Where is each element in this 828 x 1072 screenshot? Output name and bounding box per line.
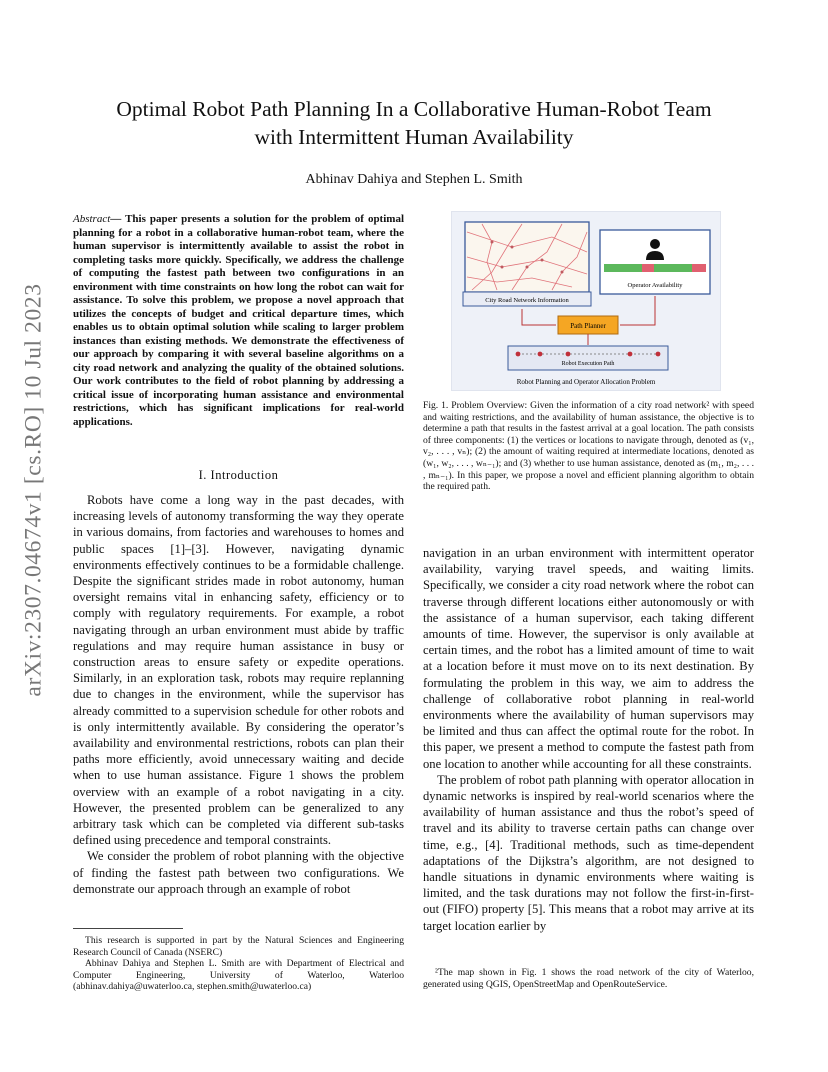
footnote: Abhinav Dahiya and Stephen L. Smith are with Department of Electrical and Computer Engineering, University of Waterloo, Waterloo (abhinav.dahiya@uwaterloo.ca, stephen.smith@uwaterloo.ca) bbox=[73, 958, 404, 993]
map-label: City Road Network Information bbox=[485, 297, 569, 304]
availability-bar bbox=[604, 264, 706, 272]
left-footnotes bbox=[73, 935, 404, 993]
person-icon bbox=[650, 239, 660, 249]
title-line-2: with Intermittent Human Availability bbox=[254, 125, 574, 149]
city-map bbox=[465, 222, 589, 292]
footnote: ²The map shown in Fig. 1 shows the road network of the city of Waterloo, generated using QGIS, OpenStreetMap and OpenRouteService. bbox=[423, 967, 754, 990]
arxiv-stamp bbox=[10, 283, 58, 697]
operator-label: Operator Availability bbox=[627, 282, 683, 289]
title-line-1: Optimal Robot Path Planning In a Collaborative Human-Robot Team bbox=[116, 97, 712, 121]
abstract bbox=[73, 213, 404, 429]
intro-left bbox=[73, 492, 404, 897]
abstract-text: — This paper presents a solution for the problem of optimal planning for a robot in a collaborative human-robot team, where the human supervisor is intermittently available to assist the robot in completing tasks more quickly. Specifically, we address the challenge of computing the fastest path between two configurations in an environment with time constraints on how long the robot can wait for assistance. To solve this problem, we propose a novel approach that utilizes the concepts of budget and critical departure times, which enables us to obtain optimal solution while scaling to larger problem instances than existing methods. We demonstrate the effectiveness of our approach by comparing it with several baseline algorithms on a city road network and analyzing the quality of the obtained solutions. Our work contributes to the field of robot planning by addressing a critical issue of incorporating human assistance and environmental restrictions, which has significant implications for real-world applications. bbox=[73, 213, 404, 428]
right-footnote bbox=[423, 967, 754, 990]
planner-label: Path Planner bbox=[570, 322, 606, 330]
footnote: This research is supported in part by the Natural Sciences and Engineering Research Council of Canada (NSERC) bbox=[73, 935, 404, 958]
paragraph: The problem of robot path planning with operator allocation in dynamic networks is inspired by real-world scenarios where the availability of human assistance and thus the robot’s speed of travel and its ability to traverse certain paths can change over time, e.g., [4]. Traditional methods, such as time-dependent adaptations of the Dijkstra’s algorithm, are not designed to handle situations in dynamic environments where waiting is limited, and the task durations may not follow the first-in-first-out (FIFO) property [5]. This means that a robot may arrive at its target location earlier by bbox=[423, 772, 754, 933]
paragraph: Robots have come a long way in the past decades, with increasing levels of autonomy transforming the way they operate in various domains, from factories and warehouses to homes and public spaces [1]–[3]. However, navigating dynamic environments effectively continues to be a formidable challenge. Despite the significant strides made in robot autonomy, human oversight remains vital in enhancing safety, efficiency or to comply with regulatory requirements. For example, a robot navigating through an urban environment must abide by traffic regulations and may require human assistance in busy or construction areas to ensure safety or expedite operations. Similarly, in an exploration task, robots may require replanning due to changes in the environment, while the supervisor has already committed to a supervision schedule for other robots and is only intermittently available. By considering the operator’s availability and environmental restrictions, robots can plan their paths more efficiently, avoid unnecessary waiting and decide when to use human assistance. Figure 1 shows the problem overview with an example of a robot navigating in a city. However, the presented problem can be generalized to any arbitrary task which can be completed via different sub-tasks defined using precedence and temporal constraints. bbox=[73, 493, 404, 848]
paragraph: navigation in an urban environment with intermittent operator availability, varying travel speeds, and waiting limits. Specifically, we consider a city road network where the robot can traverse through different locations either autonomously or with the assistance of a human supervisor, each taking different amounts of time. However, the supervisor is only available at certain times, and the robot has a limited amount of time to wait at a location before it must move on to its next destination. By formulating the problem in this way, we aim to address the challenge of collaborative robot planning in real-world environments where the availability of human supervisors may be limited and thus can affect the optimal route for the robot. In this paper, we present a method to compute the fastest path from one location to another while accounting for all these constraints. bbox=[423, 546, 754, 771]
figure-title: Robot Planning and Operator Allocation Problem bbox=[516, 378, 656, 386]
paragraph: We consider the problem of robot planning with the objective of finding the fastest path between two configurations. We demonstrate our approach through an example of robot bbox=[73, 849, 404, 896]
abstract-label: Abstract bbox=[73, 213, 111, 225]
figure-1 bbox=[451, 211, 721, 391]
footnote-rule bbox=[73, 928, 183, 929]
figure-caption: Fig. 1. Problem Overview: Given the information of a city road network² with speed and waiting restrictions, and the availability of human assistance, the objective is to determine a path that results in the fastest arrival at a goal location. The path consists of three components: (1) the vertices or locations to navigate through, denoted as (v₁, v₂, . . . , vₙ); (2) the amount of waiting required at intermediate locations, denoted as (w₁, w₂, . . . , wₙ₋₁); and (3) whether to use human assistance, denoted as (m₁, m₂, . . . , mₙ₋₁). In this paper, we propose a novel and efficient planning algorithm to obtain the required path. bbox=[423, 400, 754, 493]
execution-label: Robot Execution Path bbox=[561, 361, 615, 367]
figure-diagram bbox=[452, 212, 720, 390]
intro-right bbox=[423, 545, 754, 934]
authors: Abhinav Dahiya and Stephen L. Smith bbox=[305, 172, 523, 187]
arxiv-id: arXiv:2307.04674v1 [cs.RO] 10 Jul 2023 bbox=[20, 283, 47, 697]
paper-title bbox=[60, 95, 768, 151]
section-heading: I. Introduction bbox=[198, 468, 279, 482]
